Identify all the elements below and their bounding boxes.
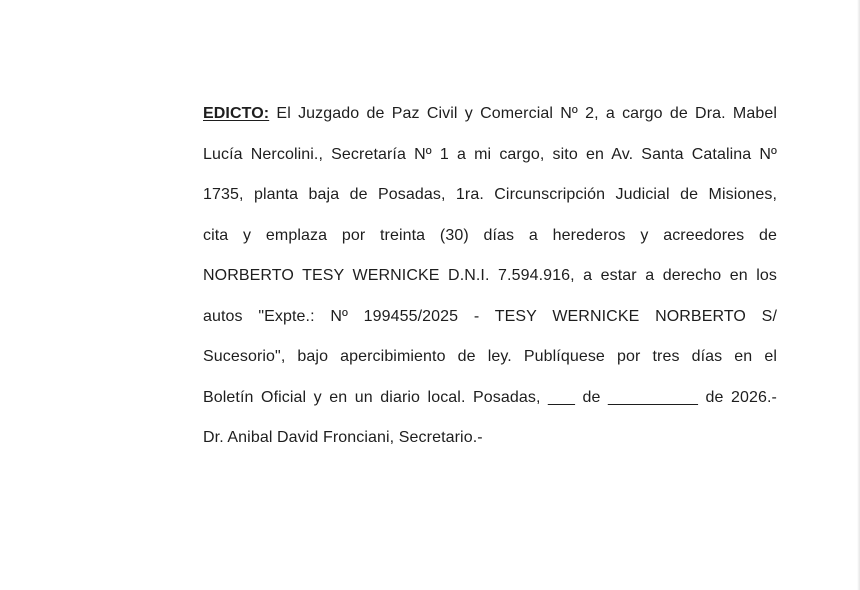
edict-line-7: Sucesorio", bajo apercibimiento de ley. Publíquese por tres días en el [203,348,777,365]
edict-label: EDICTO: [203,105,270,122]
edict-line-3: 1735, planta baja de Posadas, 1ra. Circunscripción Judicial de Misiones, [203,186,777,203]
edict-line-5: NORBERTO TESY WERNICKE D.N.I. 7.594.916, a estar a derecho en los [203,267,777,284]
edict-line-1-text: El Juzgado de Paz Civil y Comercial Nº 2, a cargo de Dra. Mabel [269,105,777,122]
edict-document [203,94,777,459]
edict-line-4: cita y emplaza por treinta (30) días a herederos y acreedores de [203,226,777,244]
edict-line-6: autos "Expte.: Nº 199455/2025 - TESY WERNICKE NORBERTO S/ [203,307,777,325]
edict-line-2: Lucía Nercolini., Secretaría Nº 1 a mi cargo, sito en Av. Santa Catalina Nº [203,145,777,163]
edict-signature: Dr. Anibal David Fronciani, Secretario.- [203,429,483,446]
edict-line-8: Boletín Oficial y en un diario local. Posadas, ___ de __________ de 2026.- [203,388,777,406]
edict-line-1 [203,94,777,135]
